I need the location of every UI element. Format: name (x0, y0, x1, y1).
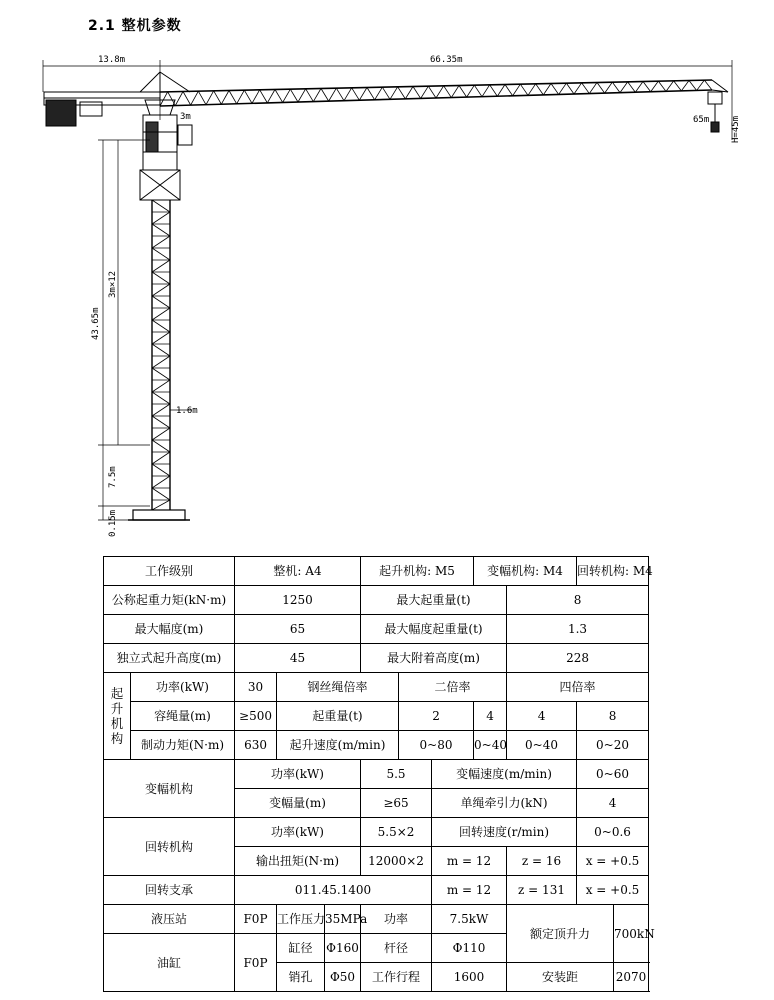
dim-height: 43.65m (91, 307, 101, 340)
bore-label: 缸径 (277, 934, 325, 963)
load-value: 8 (577, 702, 649, 731)
slew-gear-z: z = 16 (507, 847, 577, 876)
luff-power-label: 功率(kW) (235, 760, 361, 789)
slewing-title: 回转机构 (104, 818, 235, 876)
row-hoist-capacity (104, 702, 649, 731)
spec-table (103, 556, 655, 992)
pressure-label: 工作压力 (277, 905, 325, 934)
hoist-power-value: 30 (235, 673, 277, 702)
tip-load-value: 1.3 (507, 615, 649, 644)
row-bearing (104, 876, 649, 905)
hoist-title: 起升机构 (110, 686, 124, 746)
row-height (104, 644, 649, 673)
hoist-speed-value: 0~40 (474, 731, 507, 760)
slew-torque-label: 输出扭矩(N·m) (235, 847, 361, 876)
crane-elevation-drawing (0, 40, 774, 545)
work-class-luff: 变幅机构: M4 (474, 557, 577, 586)
tip-load-label: 最大幅度起重量(t) (361, 615, 507, 644)
reeving-label: 钢丝绳倍率 (277, 673, 399, 702)
dim-rear-jib: 13.8m (98, 55, 126, 65)
dim-mast: 1.6m (176, 406, 198, 416)
moment-value: 1250 (235, 586, 361, 615)
max-radius-value: 65 (235, 615, 361, 644)
row-hoist-brake (104, 731, 649, 760)
section-heading: 2.1 整机参数 (88, 18, 182, 34)
max-height-value: 228 (507, 644, 649, 673)
luff-pull-value: 4 (577, 789, 649, 818)
bearing-x: x = +0.5 (577, 876, 649, 905)
bearing-model: 011.45.1400 (235, 876, 432, 905)
hoist-power-label: 功率(kW) (131, 673, 235, 702)
row-work-class (104, 557, 649, 586)
slew-speed-value: 0~0.6 (577, 818, 649, 847)
hoist-speed-value: 0~80 (399, 731, 474, 760)
reeving-4: 四倍率 (507, 673, 649, 702)
free-height-label: 独立式起升高度(m) (104, 644, 235, 673)
slew-speed-label: 回转速度(r/min) (432, 818, 577, 847)
rod-label: 杆径 (361, 934, 432, 963)
reeving-2: 二倍率 (399, 673, 507, 702)
free-height-value: 45 (235, 644, 361, 673)
work-class-hoist: 起升机构: M5 (361, 557, 474, 586)
max-radius-label: 最大幅度(m) (104, 615, 235, 644)
slew-power-value: 5.5×2 (361, 818, 432, 847)
cylinder-value: F0P (235, 934, 277, 992)
station-value: F0P (235, 905, 277, 934)
capacity-value: ≥500 (235, 702, 277, 731)
station-label: 液压站 (104, 905, 235, 934)
brake-value: 630 (235, 731, 277, 760)
dim-sections: 3m×12 (108, 270, 118, 298)
cylinder-label: 油缸 (104, 934, 235, 992)
install-value: 2070 (614, 963, 649, 992)
rated-force-label: 额定顶升力 (507, 905, 614, 963)
luff-range-value: ≥65 (361, 789, 432, 818)
row-hoist-power (104, 673, 649, 702)
luff-range-label: 变幅量(m) (235, 789, 361, 818)
row-luff-power (104, 760, 649, 789)
brake-label: 制动力矩(N·m) (131, 731, 235, 760)
row-slew-power (104, 818, 649, 847)
luff-pull-label: 单绳牵引力(kN) (432, 789, 577, 818)
hyd-power-value: 7.5kW (432, 905, 507, 934)
luff-speed-value: 0~60 (577, 760, 649, 789)
capacity-label: 容绳量(m) (131, 702, 235, 731)
stroke-label: 工作行程 (361, 963, 432, 992)
dim-base: 7.5m (108, 466, 118, 488)
bearing-z: z = 131 (507, 876, 577, 905)
hyd-power-label: 功率 (361, 905, 432, 934)
rated-force-value: 700kN (614, 905, 649, 963)
dim-front-jib: 66.35m (430, 55, 463, 65)
hoist-speed-value: 0~40 (507, 731, 577, 760)
install-label: 安装距 (507, 963, 614, 992)
luff-speed-label: 变幅速度(m/min) (432, 760, 577, 789)
hoist-speed-value: 0~20 (577, 731, 649, 760)
work-class-label: 工作级别 (104, 557, 235, 586)
bore-value: Φ160 (325, 934, 361, 963)
bearing-title: 回转支承 (104, 876, 235, 905)
moment-label: 公称起重力矩(kN·m) (104, 586, 235, 615)
load-value: 2 (399, 702, 474, 731)
max-load-value: 8 (507, 586, 649, 615)
slew-gear-m: m = 12 (432, 847, 507, 876)
work-class-whole: 整机: A4 (235, 557, 361, 586)
dim-tip: 65m (693, 115, 710, 125)
hoist-speed-label: 起升速度(m/min) (277, 731, 399, 760)
slew-torque-value: 12000×2 (361, 847, 432, 876)
pin-value: Φ50 (325, 963, 361, 992)
stroke-value: 1600 (432, 963, 507, 992)
row-moment (104, 586, 649, 615)
slew-power-label: 功率(kW) (235, 818, 361, 847)
luffing-title: 变幅机构 (104, 760, 235, 818)
pressure-value: 35MPa (325, 905, 361, 934)
load-value: 4 (474, 702, 507, 731)
dim-foot: 0.15m (108, 509, 118, 537)
load-label: 起重量(t) (277, 702, 399, 731)
max-height-label: 最大附着高度(m) (361, 644, 507, 673)
hoist-title-cell (104, 673, 131, 760)
luff-power-value: 5.5 (361, 760, 432, 789)
dim-hook: H=45m (731, 115, 741, 143)
slew-gear-x: x = +0.5 (577, 847, 649, 876)
row-hydraulic-station (104, 905, 649, 934)
rod-value: Φ110 (432, 934, 507, 963)
work-class-slew: 回转机构: M4 (577, 557, 649, 586)
pin-label: 销孔 (277, 963, 325, 992)
dim-head: 3m (180, 112, 191, 122)
row-radius (104, 615, 649, 644)
max-load-label: 最大起重量(t) (361, 586, 507, 615)
load-value: 4 (507, 702, 577, 731)
bearing-m: m = 12 (432, 876, 507, 905)
